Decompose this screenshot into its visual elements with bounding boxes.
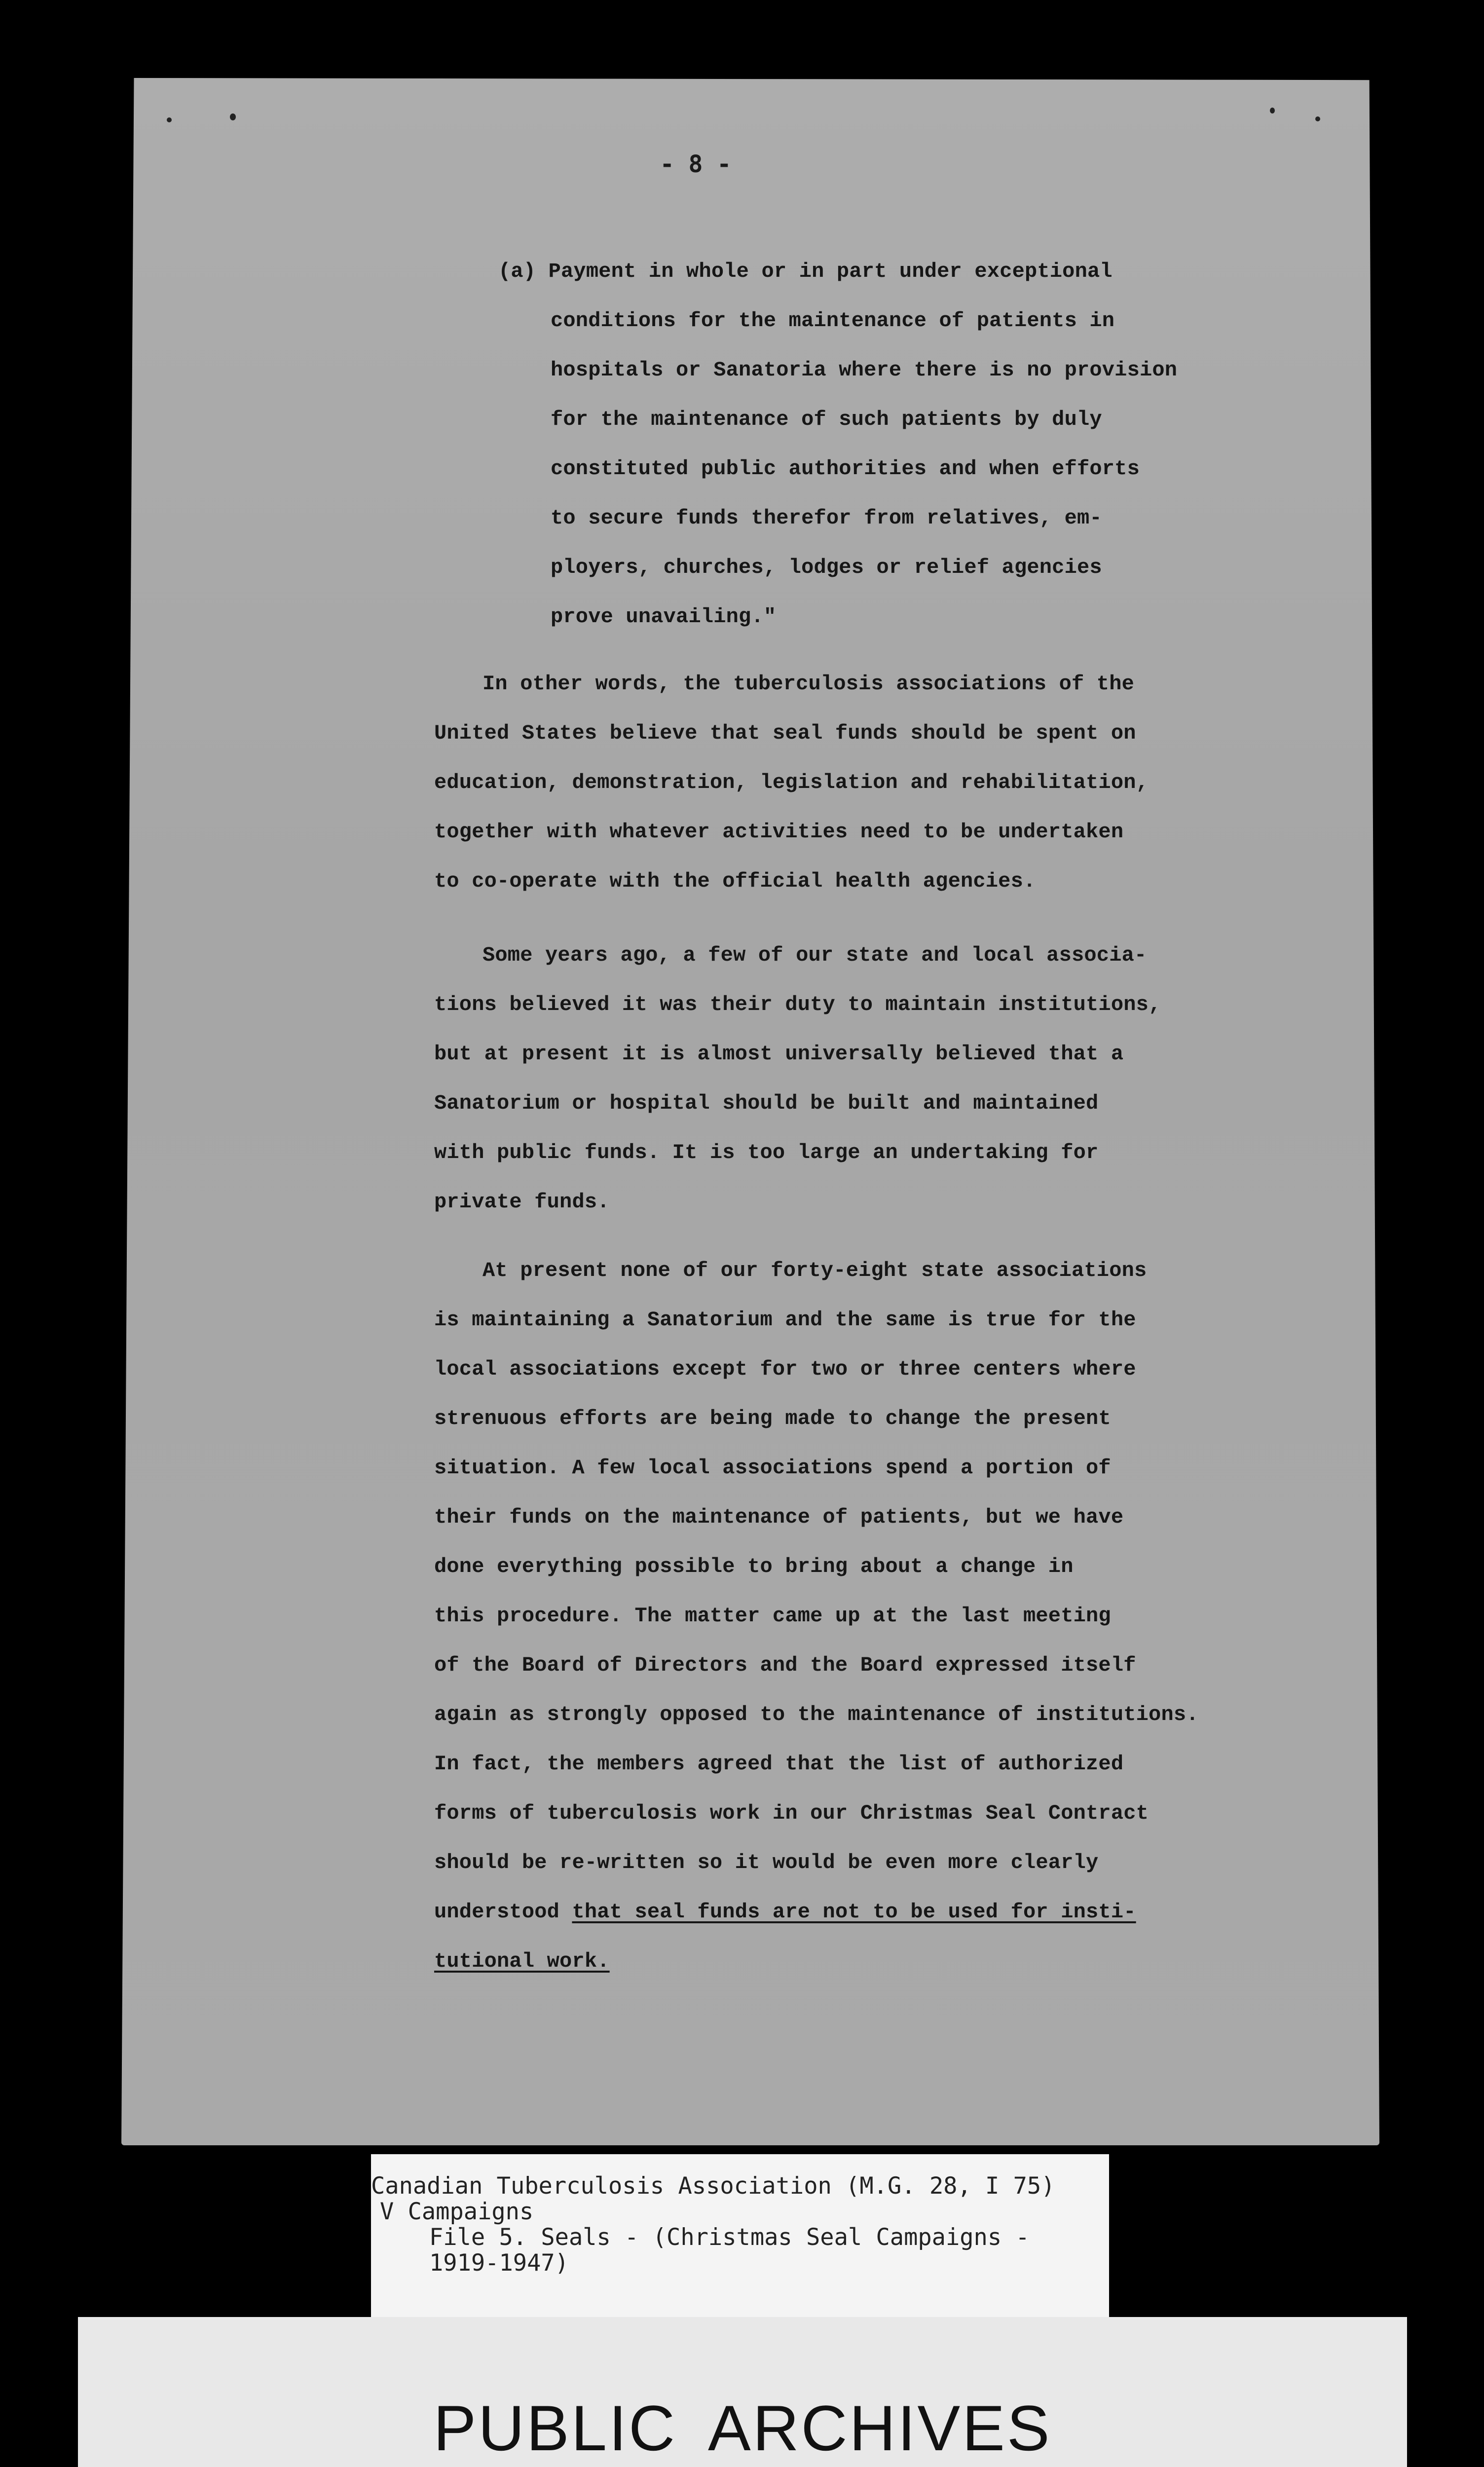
archives-title-english: PUBLIC ARCHIVES [433,2392,1052,2464]
text-line: is maintaining a Sanatorium and the same is true for the [434,1308,1136,1332]
paragraph-some-years-ago [434,931,1161,1227]
dust-mark [1315,116,1320,121]
text-line: together with whatever activities need to be undertaken [434,820,1124,844]
text-line: with public funds. It is too large an undertaking for [434,1141,1099,1164]
underlined-text: tutional work. [434,1949,610,1973]
text-line: tions believed it was their duty to maintain institutions, [434,993,1161,1016]
text-line: United States believe that seal funds should be spent on [434,721,1136,745]
text-line: private funds. [434,1190,610,1214]
text-line-with-underline [434,1887,1199,1937]
catalog-date-line: 1919-1947) [429,2249,569,2277]
text-line: again as strongly opposed to the maintenance of institutions. [434,1703,1199,1726]
text-line: Sanatorium or hospital should be built and maintained [434,1091,1099,1115]
text-line: done everything possible to bring about a change in [434,1555,1074,1578]
text-line: local associations except for two or three centers where [434,1357,1136,1381]
text-line: situation. A few local associations spend a portion of [434,1456,1111,1480]
text-line: In other words, the tuberculosis associations of the [482,672,1135,696]
catalog-series-line: V Campaigns [380,2198,534,2225]
text-line: ployers, churches, lodges or relief agencies [551,556,1102,579]
text-line: conditions for the maintenance of patients in [551,309,1115,333]
dust-mark [230,113,236,120]
text-line: At present none of our forty-eight state associations [482,1259,1147,1282]
dust-mark [167,117,172,122]
catalog-file-line: File 5. Seals - (Christmas Seal Campaigns - [429,2224,1030,2251]
public-archives-card [78,2317,1407,2467]
text-line: Some years ago, a few of our state and local associa- [482,943,1147,967]
text-line: to secure funds therefor from relatives, em- [551,506,1102,530]
archive-catalog-label [371,2154,1109,2317]
text-line: (a) Payment in whole or in part under exceptional [498,260,1113,283]
text-line: constituted public authorities and when efforts [551,457,1140,481]
text-line: forms of tuberculosis work in our Christmas Seal Contract [434,1801,1149,1825]
text-line: this procedure. The matter came up at the last meeting [434,1604,1111,1628]
catalog-fonds-line: Canadian Tuberculosis Association (M.G. 28, I 75) [371,2172,1055,2200]
text-line: strenuous efforts are being made to change the present [434,1407,1111,1430]
text-line-underlined [434,1937,1199,1986]
quoted-sub-item-a [498,247,1177,641]
text-line: In fact, the members agreed that the list of authorized [434,1752,1124,1776]
text-line: hospitals or Sanatoria where there is no provision [551,358,1178,382]
dust-mark [1270,108,1275,113]
text-line: should be re-written so it would be even more clearly [434,1851,1099,1874]
text-line: prove unavailing." [551,605,777,629]
text-line: their funds on the maintenance of patients, but we have [434,1505,1124,1529]
text-line: education, demonstration, legislation and rehabilitation, [434,771,1149,794]
text-line: but at present it is almost universally believed that a [434,1042,1124,1066]
page-number: - 8 - [660,150,732,178]
paragraph-other-words [434,659,1149,906]
plain-text: understood [434,1900,572,1924]
text-line: to co-operate with the official health agencies. [434,869,1036,893]
text-line: for the maintenance of such patients by duly [551,408,1102,431]
paragraph-at-present [434,1246,1199,1986]
text-line: of the Board of Directors and the Board expressed itself [434,1653,1136,1677]
underlined-text: that seal funds are not to be used for insti- [572,1900,1136,1924]
